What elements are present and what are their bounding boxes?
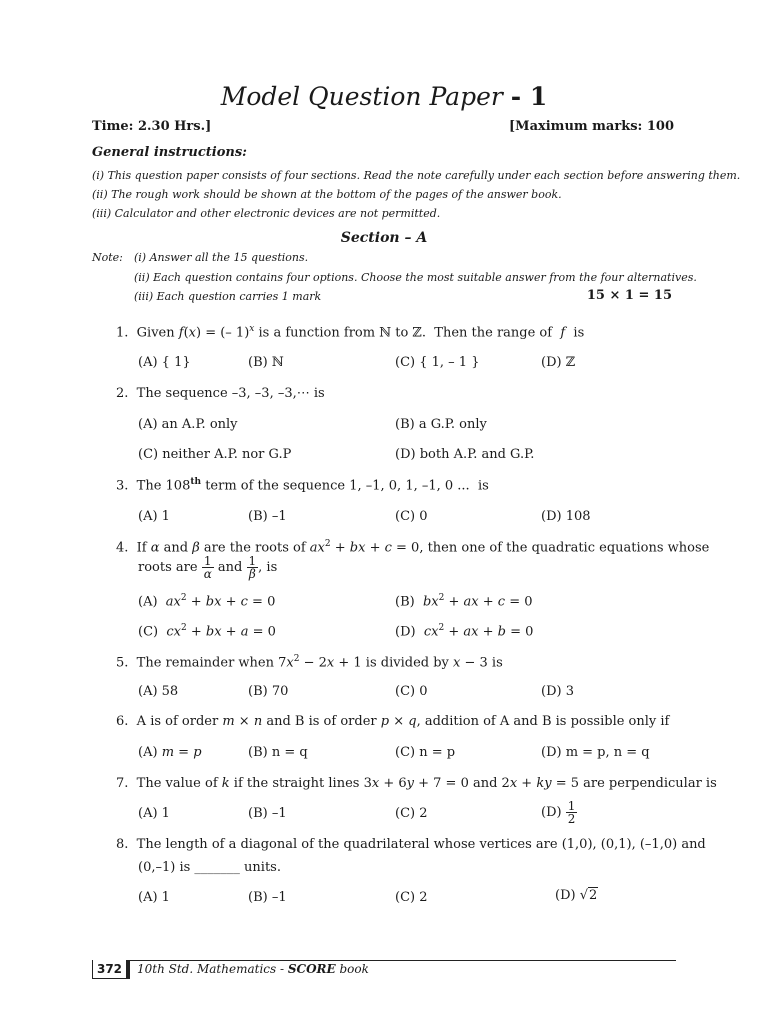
question-text: The length of a diagonal of the quadrilateral whose vertices are (1,0), (0,1), (–1,0) and bbox=[136, 837, 706, 852]
option-a[interactable]: (A) 1 bbox=[138, 890, 170, 905]
title-number: - 1 bbox=[510, 82, 548, 111]
option-d[interactable]: (D) 3 bbox=[541, 684, 574, 699]
question-4: 4. If α and β are the roots of $ax^2$ + bx + c = 0, then one of the quadratic equations whose bbox=[116, 539, 710, 556]
title-text: Model Question Paper bbox=[220, 82, 503, 111]
footer-book-name: 10th Std. Mathematics - bbox=[137, 962, 285, 976]
option-a[interactable]: (A) $ax^2$ + bx + c = 0 bbox=[138, 593, 276, 610]
question-number: 7. bbox=[116, 776, 129, 791]
question-7: 7. The value of k if the straight lines 3x + 6y + 7 = 0 and 2x + ky = 5 are perpendicular is bbox=[116, 776, 717, 791]
note-item: (ii) Each question contains four options. Choose the most suitable answer from the four alternatives. bbox=[134, 271, 697, 284]
question-number: 1. bbox=[116, 325, 129, 341]
question-8-line-2: (0,–1) is _______ units. bbox=[138, 860, 281, 875]
footer-rule bbox=[92, 960, 676, 961]
option-b[interactable]: (B) 70 bbox=[248, 684, 289, 699]
note-item: (i) Answer all the 15 questions. bbox=[134, 251, 309, 264]
option-c[interactable]: (C) neither A.P. nor G.P bbox=[138, 447, 292, 462]
option-d[interactable]: (D) ℤ bbox=[541, 355, 576, 370]
option-a[interactable]: (A) an A.P. only bbox=[138, 417, 238, 432]
question-1: 1. Given f(x) = (– 1)$^x$ is a function from ℕ to ℤ. Then the range of f is bbox=[116, 324, 585, 341]
time-label: Time: 2.30 Hrs.] bbox=[92, 119, 212, 134]
option-c[interactable]: (C) 2 bbox=[395, 890, 428, 905]
question-5: 5. The remainder when $7x^2 - 2x + 1$ is divided by x − 3 is bbox=[116, 654, 503, 671]
page-number: 372 bbox=[92, 960, 127, 979]
section-heading: Section – A bbox=[340, 230, 428, 246]
option-c[interactable]: (C) 0 bbox=[395, 684, 428, 699]
footer-book-brand: SCORE bbox=[287, 962, 336, 976]
option-d[interactable]: (D) m = p, n = q bbox=[541, 745, 650, 760]
question-number: 4. bbox=[116, 540, 129, 556]
instruction-item: (iii) Calculator and other electronic devices are not permitted. bbox=[92, 207, 441, 220]
option-b[interactable]: (B) –1 bbox=[248, 806, 287, 821]
option-c[interactable]: (C) { 1, – 1 } bbox=[395, 355, 480, 370]
option-a[interactable]: (A) m = p bbox=[138, 745, 202, 760]
note-item: (iii) Each question carries 1 mark bbox=[134, 290, 322, 303]
option-c[interactable]: (C) $cx^2$ + bx + a = 0 bbox=[138, 623, 276, 640]
option-a[interactable]: (A) { 1} bbox=[138, 355, 191, 370]
instruction-item: (i) This question paper consists of four sections. Read the note carefully under each section before answering them. bbox=[92, 169, 741, 182]
note-label: Note: bbox=[92, 251, 123, 264]
option-d[interactable]: (D) both A.P. and G.P. bbox=[395, 447, 535, 462]
option-d[interactable]: (D) 108 bbox=[541, 509, 591, 524]
question-number: 5. bbox=[116, 655, 129, 671]
question-8 bbox=[116, 837, 706, 852]
option-d[interactable]: (D) $\frac{1}{2}$ bbox=[541, 799, 576, 826]
option-label: (D) bbox=[555, 888, 576, 903]
option-c[interactable]: (C) 0 bbox=[395, 509, 428, 524]
option-a[interactable]: (A) 58 bbox=[138, 684, 179, 699]
option-c[interactable]: (C) n = p bbox=[395, 745, 456, 760]
question-text: The sequence –3, –3, –3,⋯ is bbox=[136, 386, 325, 401]
footer-book-title bbox=[137, 962, 369, 976]
option-a[interactable]: (A) 1 bbox=[138, 509, 170, 524]
question-number: 8. bbox=[116, 837, 129, 852]
question-3: 3. The 108th term of the sequence 1, –1, 0, 1, –1, 0 ... is bbox=[116, 477, 489, 494]
question-4-line-2: roots are $\frac{1}{\alpha}$ and $\frac{1}{\beta}$ , is bbox=[138, 554, 278, 581]
question-number: 2. bbox=[116, 386, 129, 401]
option-b[interactable]: (B) –1 bbox=[248, 509, 287, 524]
question-number: 6. bbox=[116, 714, 129, 729]
instructions-heading: General instructions: bbox=[92, 145, 247, 160]
option-d[interactable]: (D) √2 bbox=[555, 888, 598, 903]
option-label: (A) bbox=[138, 745, 158, 760]
footer-book-suffix: book bbox=[339, 962, 369, 976]
option-label: (D) bbox=[541, 805, 562, 820]
option-a[interactable]: (A) 1 bbox=[138, 806, 170, 821]
question-2 bbox=[116, 386, 325, 401]
option-b[interactable]: (B) $bx^2$ + ax + c = 0 bbox=[395, 593, 533, 610]
option-b[interactable]: (B) n = q bbox=[248, 745, 308, 760]
question-6: 6. A is of order m × n and B is of order p × q, addition of A and B is possible only if bbox=[116, 714, 670, 729]
section-marks: 15 × 1 = 15 bbox=[586, 288, 672, 303]
option-b[interactable]: (B) –1 bbox=[248, 890, 287, 905]
question-number: 3. bbox=[116, 478, 129, 494]
option-c[interactable]: (C) 2 bbox=[395, 806, 428, 821]
option-d[interactable]: (D) $cx^2$ + ax + b = 0 bbox=[395, 623, 534, 640]
page-title bbox=[0, 82, 768, 111]
instruction-item: (ii) The rough work should be shown at the bottom of the pages of the answer book. bbox=[92, 188, 562, 201]
option-b[interactable]: (B) a G.P. only bbox=[395, 417, 487, 432]
option-b[interactable]: (B) ℕ bbox=[248, 355, 284, 370]
max-marks-label: [Maximum marks: 100 bbox=[509, 119, 674, 134]
